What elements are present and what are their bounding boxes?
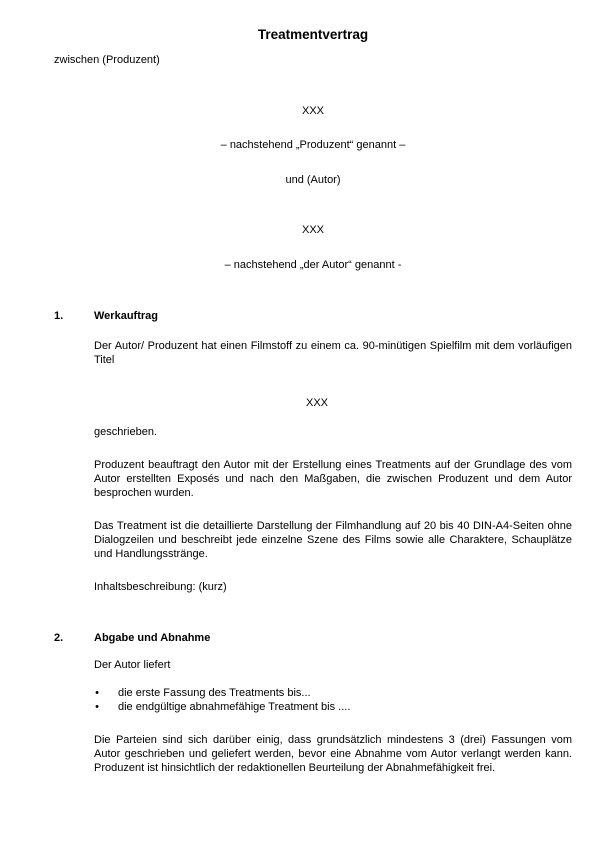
- list-item: die endgültige abnahmefähige Treatment bis ....: [118, 701, 351, 713]
- section-1-number: 1.: [54, 310, 64, 322]
- bullet-icon: •: [95, 701, 99, 713]
- author-name: XXX: [301, 224, 324, 236]
- and-author-label: und (Autor): [285, 174, 341, 186]
- section-2-heading: Abgabe und Abnahme: [94, 632, 211, 644]
- section-2-number: 2.: [54, 632, 64, 644]
- author-designation: – nachstehend „der Autor“ genannt -: [224, 259, 402, 271]
- section-1-paragraph-5: Inhaltsbeschreibung: (kurz): [94, 581, 227, 593]
- list-item: die erste Fassung des Treatments bis...: [118, 687, 311, 699]
- section-1-paragraph-4: Das Treatment ist die detaillierte Darstellung der Filmhandlung auf 20 bis 40 DIN-A4-Seiten ohne Dialogzeilen und beschreibt jede einzelne Szene des Films sowie alle Charaktere, Schauplätze und Handlungsstränge.: [94, 520, 572, 560]
- section-2-intro: Der Autor liefert: [94, 659, 171, 671]
- between-producer-label: zwischen (Produzent): [54, 54, 160, 66]
- section-1-paragraph-1: Der Autor/ Produzent hat einen Filmstoff zu einem ca. 90-minütigen Spielfilm mit dem vorläufigen Titel: [94, 340, 572, 366]
- producer-name: XXX: [301, 105, 324, 117]
- bullet-icon: •: [95, 687, 99, 699]
- section-1-heading: Werkauftrag: [94, 310, 158, 322]
- section-2-paragraph-1: Die Parteien sind sich darüber einig, dass grundsätzlich mindestens 3 (drei) Fassungen vom Autor geschrieben und geliefert werden, bevor eine Abnahme vom Autor verlangt werden kann. Produzent ist hinsichtlich der redaktionellen Beurteilung der Abnahmefähigkeit frei.: [94, 734, 572, 774]
- document-title: Treatmentvertrag: [257, 27, 369, 42]
- film-title: XXX: [305, 397, 328, 409]
- section-1-paragraph-2: geschrieben.: [94, 426, 157, 438]
- section-1-paragraph-3: Produzent beauftragt den Autor mit der Erstellung eines Treatments auf der Grundlage des vom Autor erstellten Exposés und nach den Maßgaben, die zwischen Produzent und dem Autor besprochen wurden.: [94, 459, 572, 499]
- producer-designation: – nachstehend „Produzent“ genannt –: [220, 139, 406, 151]
